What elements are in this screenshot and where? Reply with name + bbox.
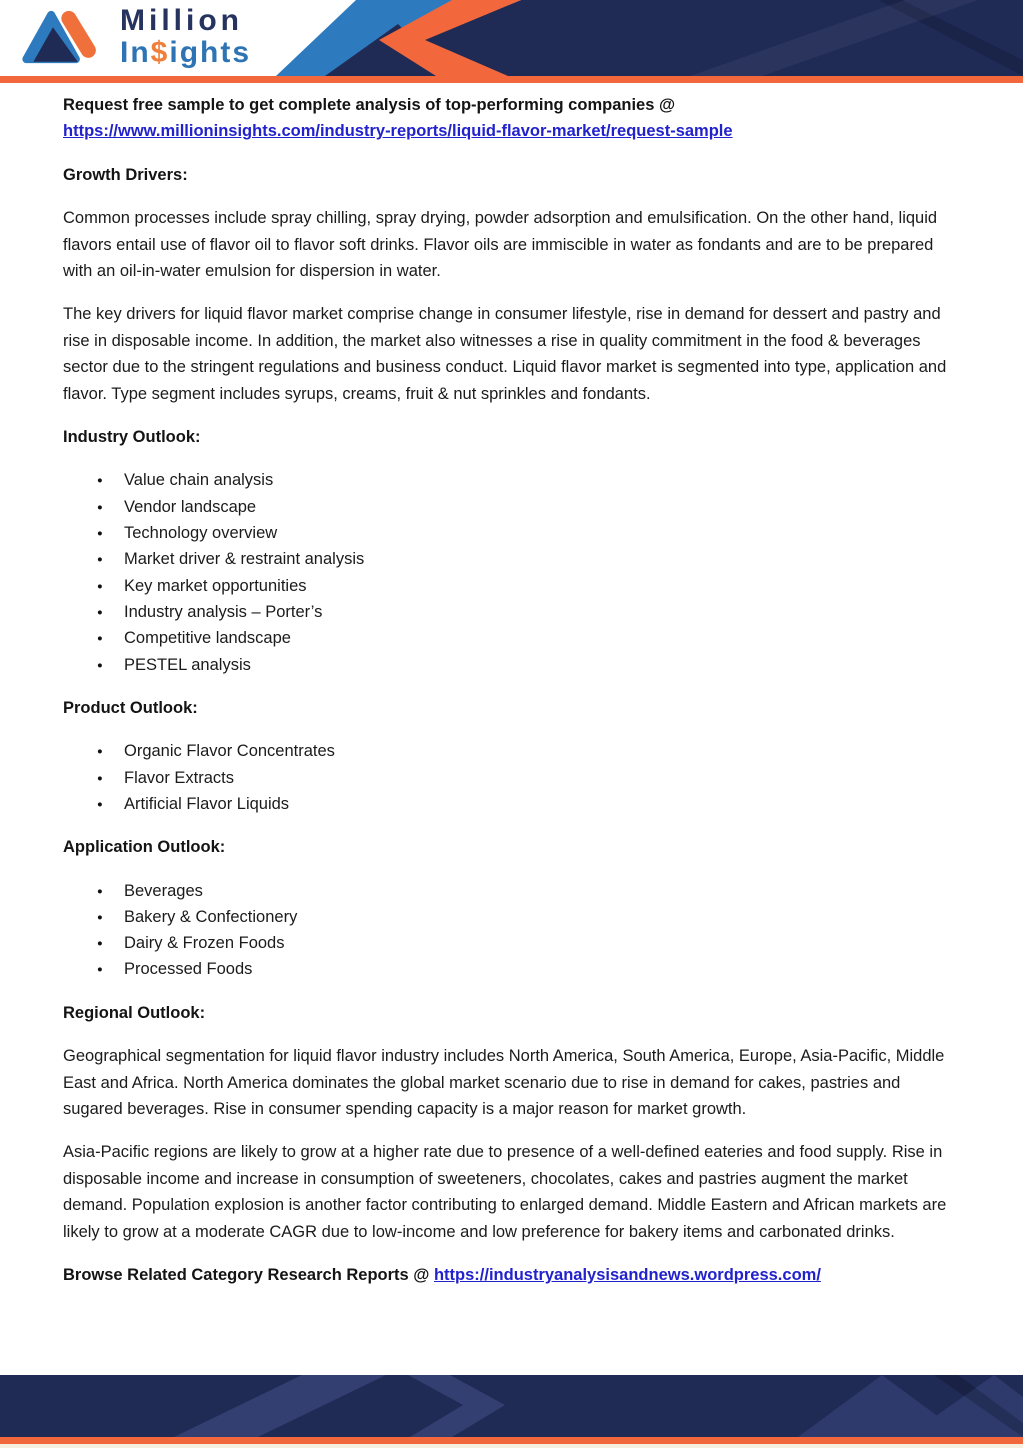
list-item: ● Organic Flavor Concentrates — [97, 738, 959, 764]
list-item: ● Technology overview — [97, 520, 959, 546]
list-item: ● Dairy & Frozen Foods — [97, 930, 959, 956]
regional-paragraph-1: Geographical segmentation for liquid flavor industry includes North America, South America, Europe, Asia-Pacific, Middle East and Africa. North America dominates the global market scenario due to rise in demand for cakes, pastries and sugared beverages. Rise in consumer spending capacity is a major reason for market growth. — [63, 1047, 945, 1118]
industry-outlook-list — [63, 467, 959, 677]
list-item: ● Beverages — [97, 878, 959, 904]
list-item: ● Competitive landscape — [97, 625, 959, 651]
request-sample-paragraph — [63, 92, 959, 145]
list-item: ● Vendor landscape — [97, 494, 959, 520]
growth-drivers-heading: Growth Drivers: — [63, 165, 188, 184]
list-item: ● Market driver & restraint analysis — [97, 546, 959, 572]
request-sample-link[interactable]: https://www.millioninsights.com/industry-reports/liquid-flavor-market/request-sample — [63, 122, 733, 141]
list-item: ● Bakery & Confectionery — [97, 904, 959, 930]
list-item: ● Artificial Flavor Liquids — [97, 791, 959, 817]
product-outlook-list — [63, 738, 959, 817]
logo-word-million: Million — [120, 4, 243, 37]
list-item: ● Value chain analysis — [97, 467, 959, 493]
dollar-glyph: $ — [150, 36, 170, 69]
list-item: ● Processed Foods — [97, 956, 959, 982]
page-header — [0, 0, 1023, 83]
browse-reports-label: Browse Related Category Research Reports @ — [63, 1265, 434, 1284]
industry-outlook-heading: Industry Outlook: — [63, 428, 201, 447]
list-item: ● Flavor Extracts — [97, 765, 959, 791]
product-outlook-heading: Product Outlook: — [63, 698, 198, 717]
regional-outlook-heading: Regional Outlook: — [63, 1003, 206, 1022]
page-footer — [0, 1375, 1023, 1448]
list-item: ● Key market opportunities — [97, 573, 959, 599]
logo-wordmark — [120, 6, 251, 68]
regional-paragraph-2: Asia-Pacific regions are likely to grow at a higher rate due to presence of a well-defined eateries and food supply. Rise in disposable income and increase in consumption of sweeteners, chocolates, cakes and pastries augment the market demand. Population explosion is another factor contributing to enlarged demand. Middle Eastern and African markets are likely to grow at a moderate CAGR due to low-income and low preference for bakery items and carbonated drinks. — [63, 1143, 947, 1241]
brand-logo — [14, 6, 251, 68]
list-item: ● PESTEL analysis — [97, 652, 959, 678]
application-outlook-list — [63, 878, 959, 983]
browse-reports-paragraph — [63, 1262, 959, 1288]
footer-banner-graphic — [0, 1375, 1023, 1448]
logo-word-insights: In$ights — [120, 36, 252, 69]
list-item: ● Industry analysis – Porter’s — [97, 599, 959, 625]
application-outlook-heading: Application Outlook: — [63, 838, 226, 857]
growth-paragraph-2: The key drivers for liquid flavor market comprise change in consumer lifestyle, rise in demand for dessert and pastry and rise in disposable income. In addition, the market also witnesses a rise in quality commitment in the food & beverages sector due to the stringent regulations and business conduct. Liquid flavor market is segmented into type, application and flavor. Type segment includes syrups, creams, fruit & nut sprinkles and fondants. — [63, 305, 947, 403]
growth-paragraph-1: Common processes include spray chilling, spray drying, powder adsorption and emulsification. On the other hand, liquid flavors entail use of flavor oil to flavor soft drinks. Flavor oils are immiscible in water as fondants and are to be prepared with an oil-in-water emulsion for dispersion in water. — [63, 209, 938, 281]
request-sample-label: Request free sample to get complete analysis of top-performing companies @ — [63, 96, 676, 114]
browse-reports-link[interactable]: https://industryanalysisandnews.wordpress.com/ — [433, 1265, 821, 1284]
million-insights-logo-icon — [14, 6, 106, 68]
document-body — [0, 83, 1023, 1288]
